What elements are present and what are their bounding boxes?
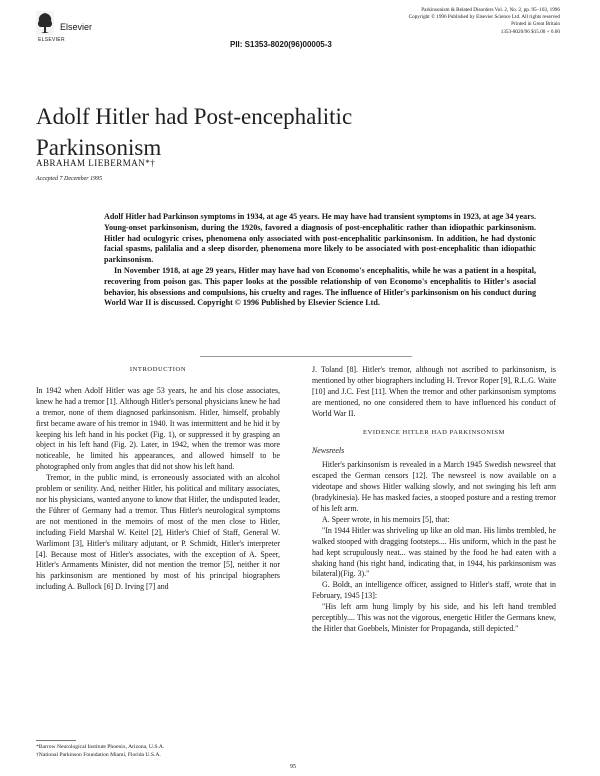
footnote-divider xyxy=(36,740,76,741)
elsevier-tree-logo-icon xyxy=(36,11,54,35)
journal-copyright: Copyright © 1996 Published by Elsevier Science Ltd. All rights reserved xyxy=(408,14,560,21)
introduction-heading: INTRODUCTION xyxy=(129,366,187,373)
article-author: ABRAHAM LIEBERMAN*† xyxy=(36,158,156,168)
page-number: 95 xyxy=(290,764,296,770)
body-paragraph: G. Boldt, an intelligence officer, assigned to Hitler's staff, wrote that in February, 1945 [13]: xyxy=(312,580,556,601)
footnote-affiliation-1: *Barrow Neurological Institute Phoenix, Arizona, U.S.A. xyxy=(36,744,165,750)
body-paragraph: Tremor, in the public mind, is erroneously associated with an alcohol problem or senility. And, neither Hitler, his political and military associates, nor his physicians, wanted anyone to know that Hitler, the undisputed leader, the Führer of Germany had a tremor. Thus Hitler's neurological symptoms are not mentioned in the memoirs of most of the men close to Hitler, including Field Marshal W. Keitel [2], Hitler's Chief of Staff, General W. Warlimont [3], Hitler's military adjutant, or P. Schmidt, Hitler's interpreter [4]. Because most of Hitler's associates, with the exception of A. Speer, Hitler's Armaments Minister, did not mention the tremor [5], neither it nor his parkinsonism are mentioned by most of his principal biographers including A. Bullock [6] D. Irving [7] and xyxy=(36,473,280,592)
abstract-paragraph-2: In November 1918, at age 29 years, Hitler may have had von Economo's encephalitis, while he was a patient in a hospital, recovering from poison gas. This paper looks at the possible relationship of von Economo's encephalitis to Hitler's asocial behavior, his obsessions and compulsions, his cruelty and rages. The influence of Hitler's parkinsonism on his conduct during World War II is discussed. Copyright © 1996 Published by Elsevier Science Ltd. xyxy=(104,265,536,308)
quote-paragraph: "In 1944 Hitler was shriveling up like an old man. His limbs trembled, he walked stooped with dragging footsteps.... His uniform, which in the past he had kept scrupulously neat... was stained by the food he had eaten with a shaking hand (his right hand, indicating that, in 1944, his parkinsonism was bilateral)(Fig. 3)." xyxy=(312,525,556,579)
body-paragraph: J. Toland [8]. Hitler's tremor, although not ascribed to parkinsonism, is mentioned by other biographers including H. Trevor Roper [9], R.L.G. Waite [10] and J.C. Fest [11]. When the tremor and other parkinsonism symptoms are mentioned, no one considered them to have influenced his conduct of World War II. xyxy=(312,365,556,418)
newsreels-subheading: Newsreels xyxy=(312,446,345,456)
abstract-divider xyxy=(200,356,412,357)
publisher-sub: ELSEVIER xyxy=(38,37,65,43)
quote-paragraph: "His left arm hung limply by his side, and his left hand trembled perceptibly.... This was not the vigorous, energetic Hitler the Germans knew, the Hitler that Goebbels, Minister for Propaganda, still depicted." xyxy=(312,602,556,633)
journal-issn: 1353-8020/96 $15.00 + 0.00 xyxy=(500,28,560,35)
journal-printed: Printed in Great Britain xyxy=(511,21,560,28)
right-column xyxy=(312,365,556,635)
footnote-affiliation-2: †National Parkinson Foundation Miami, Florida U.S.A. xyxy=(36,751,161,758)
body-paragraph: Hitler's parkinsonism is revealed in a March 1945 Swedish newsreel that escaped the German censors [12]. The newsreel is now available on a videotape and shows Hitler walking slowly, and not swinging his left arm (bradykinesia). He has masked facies, a stooped posture and a resting tremor of his left arm. xyxy=(312,460,556,513)
evidence-heading: EVIDENCE HITLER HAD PARKINSONISM xyxy=(363,428,505,436)
body-paragraph: In 1942 when Adolf Hitler was age 53 years, he and his close associates, knew he had a tremor [1]. Although Hitler's personal physicians knew he had a tremor, none of them diagnosed parkinsonism. Hitler, himself, probably first became aware of his tremor in 1940. It was intermittent and he hid it by keeping his left hand in his pocket (Fig. 1), or suppressed it by grasping an object in his left hand (Fig. 2). Later, in 1942, when the tremor was more noticeable, he limited his appearances, and allowed himself to be photographed only from angles that did not show his left hand. xyxy=(36,385,280,472)
publisher-name: Elsevier xyxy=(60,22,93,32)
footnotes xyxy=(36,744,280,759)
abstract-paragraph-1: Adolf Hitler had Parkinson symptoms in 1934, at age 45 years. He may have had transient symptoms in 1923, at age 34 years. Young-onset parkinsonism, during the 1920s, favored a diagnosis of post-encephalitic rather than idiopathic parkinsonism. Hitler had oculogyric crises, phenomena only associated with post-encephalitic parkinsonism. In addition, he had dystonic facial spasms, palilalia and a sleep disorder, phenomena more likely to be associated with post-encephalitic than idiopathic parkinsonism. xyxy=(104,212,536,265)
accepted-date: Accepted 7 December 1995 xyxy=(36,176,103,182)
abstract xyxy=(104,212,536,309)
pii-identifier: PII: S1353-8020(96)00005-3 xyxy=(230,40,332,49)
body-paragraph: A. Speer wrote, in his memoirs [5], that: xyxy=(322,514,450,524)
article-title: Adolf Hitler had Post-encephalitic Parkinsonism xyxy=(36,104,353,160)
left-column xyxy=(36,365,280,593)
journal-citation: Parkinsonism & Related Disorders Vol. 2, No. 2, pp. 95–103, 1996 xyxy=(421,7,560,13)
journal-info xyxy=(340,7,560,36)
